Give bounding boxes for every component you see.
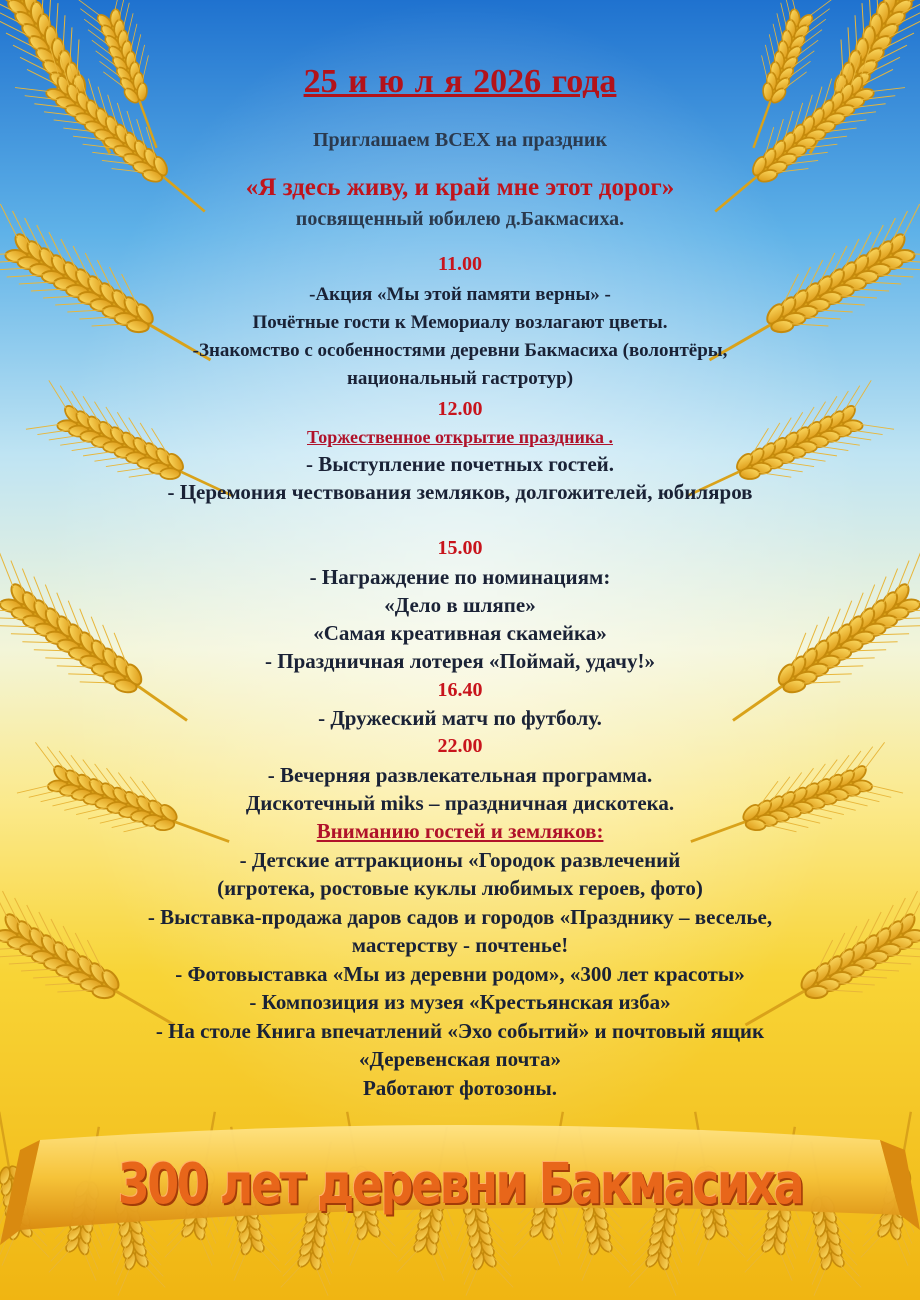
attention-line: (игротека, ростовые куклы любимых героев, фото) <box>217 876 703 900</box>
anniversary-banner-title: 300 лет деревни Бакмасиха <box>117 1152 803 1217</box>
schedule-line: «Самая креативная скамейка» <box>313 621 607 645</box>
attention-line: - Детские аттракционы «Городок развлечений <box>239 848 681 872</box>
schedule-line: Почётные гости к Мемориалу возлагают цветы. <box>252 312 668 333</box>
attention-line: - Выставка-продажа даров садов и городов «Празднику – веселье, <box>147 905 773 929</box>
attention-line: Работают фотозоны. <box>362 1076 558 1100</box>
time-1100: 11.00 <box>438 253 482 275</box>
time-1200: 12.00 <box>437 398 483 420</box>
invite-line: Приглашаем ВСЕХ на праздник <box>313 129 607 151</box>
time-2200: 22.00 <box>437 735 483 757</box>
schedule-line: - Церемония чествования земляков, долгожителей, юбиляров <box>167 480 753 504</box>
schedule-line: - Праздничная лотерея «Поймай, удачу!» <box>265 649 655 673</box>
schedule-line: - Дружеский матч по футболу. <box>318 706 602 730</box>
attention-line: - Композиция из музея «Крестьянская изба» <box>249 990 671 1014</box>
attention-line: мастерству - почтенье! <box>351 933 569 957</box>
attention-heading: Вниманию гостей и земляков: <box>316 819 604 843</box>
schedule-line: - Выступление почетных гостей. <box>305 452 615 476</box>
event-date: 25 и ю л я 2026 года <box>303 63 617 100</box>
time-1640: 16.40 <box>437 679 483 701</box>
schedule-line: - Вечерняя развлекательная программа. <box>267 763 653 787</box>
schedule-line: - Награждение по номинациям: <box>309 565 611 589</box>
attention-line: - Фотовыставка «Мы из деревни родом», «300 лет красоты» <box>175 962 745 986</box>
opening-heading: Торжественное открытие праздника . <box>307 427 613 447</box>
schedule-line: Дискотечный miks – праздничная дискотека. <box>245 791 675 815</box>
time-1500: 15.00 <box>437 537 483 559</box>
schedule-line: «Дело в шляпе» <box>384 593 536 617</box>
schedule-line: -Знакомство с особенностями деревни Бакмасиха (волонтёры, <box>192 340 728 361</box>
schedule-line: -Акция «Мы этой памяти верны» - <box>309 284 611 305</box>
festival-subtitle: посвященный юбилею д.Бакмасиха. <box>295 208 625 230</box>
festival-title: «Я здесь живу, и край мне этот дорог» <box>245 174 675 201</box>
attention-line: «Деревенская почта» <box>359 1047 561 1071</box>
schedule-line: национальный гастротур) <box>346 368 574 389</box>
attention-line: - На столе Книга впечатлений «Эхо событий» и почтовый ящик <box>155 1019 765 1043</box>
